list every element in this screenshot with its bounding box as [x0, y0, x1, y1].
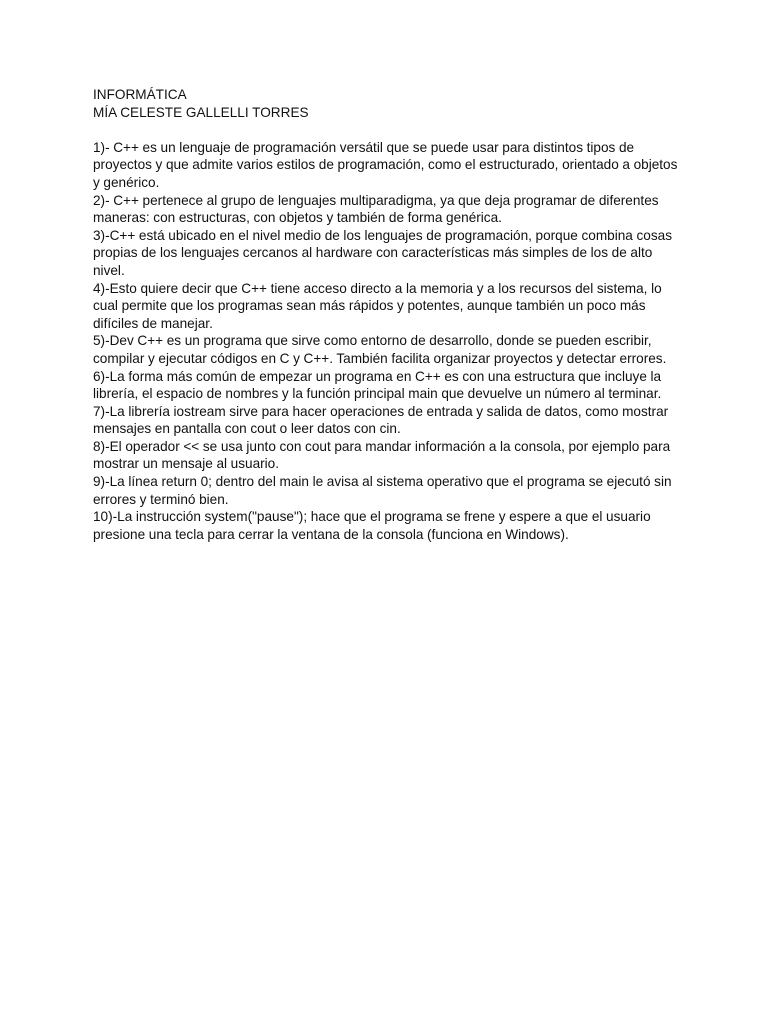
answer-10: 10)-La instrucción system("pause"); hace que el programa se frene y espere a que el usuario presione una tecla para cerrar la ventana de la consola (funciona en Windows). — [93, 509, 651, 542]
subject-heading: INFORMÁTICA — [93, 87, 187, 102]
answer-5: 5)-Dev C++ es un programa que sirve como entorno de desarrollo, donde se pueden escribir, compilar y ejecutar códigos en C y C++. También facilita organizar proyectos y detectar errores. — [93, 333, 667, 366]
author-name: MÍA CELESTE GALLELLI TORRES — [93, 104, 309, 120]
document-body — [93, 86, 683, 543]
answer-2: 2)- C++ pertenece al grupo de lenguajes multiparadigma, ya que deja programar de diferentes maneras: con estructuras, con objetos y también de forma genérica. — [93, 192, 659, 226]
answer-3: 3)-C++ está ubicado en el nivel medio de los lenguajes de programación, porque combina cosas propias de los lenguajes cercanos al hardware con características más simples de los de alto nivel. — [93, 227, 673, 278]
blank-line — [93, 121, 683, 139]
answer-9: 9)-La línea return 0; dentro del main le avisa al sistema operativo que el programa se ejecutó sin errores y terminó bien. — [93, 474, 672, 507]
answer-list — [93, 139, 683, 544]
answer-6: 6)-La forma más común de empezar un programa en C++ es con una estructura que incluye la librería, el espacio de nombres y la función principal main que devuelve un número al terminar. — [93, 368, 662, 402]
answer-7: 7)-La librería iostream sirve para hacer operaciones de entrada y salida de datos, como mostrar mensajes en pantalla con cout o leer datos con cin. — [93, 403, 669, 437]
answer-8: 8)-El operador << se usa junto con cout para mandar información a la consola, por ejemplo para mostrar un mensaje al usuario. — [93, 438, 671, 472]
answer-1: 1)- C++ es un lenguaje de programación versátil que se puede usar para distintos tipos de proyectos y que admite varios estilos de programación, como el estructurado, orientado a objetos y genérico. — [93, 139, 678, 190]
answer-4: 4)-Esto quiere decir que C++ tiene acceso directo a la memoria y a los recursos del sistema, lo cual permite que los programas sean más rápidos y potentes, aunque también un poco más difíciles de manejar. — [93, 280, 662, 331]
